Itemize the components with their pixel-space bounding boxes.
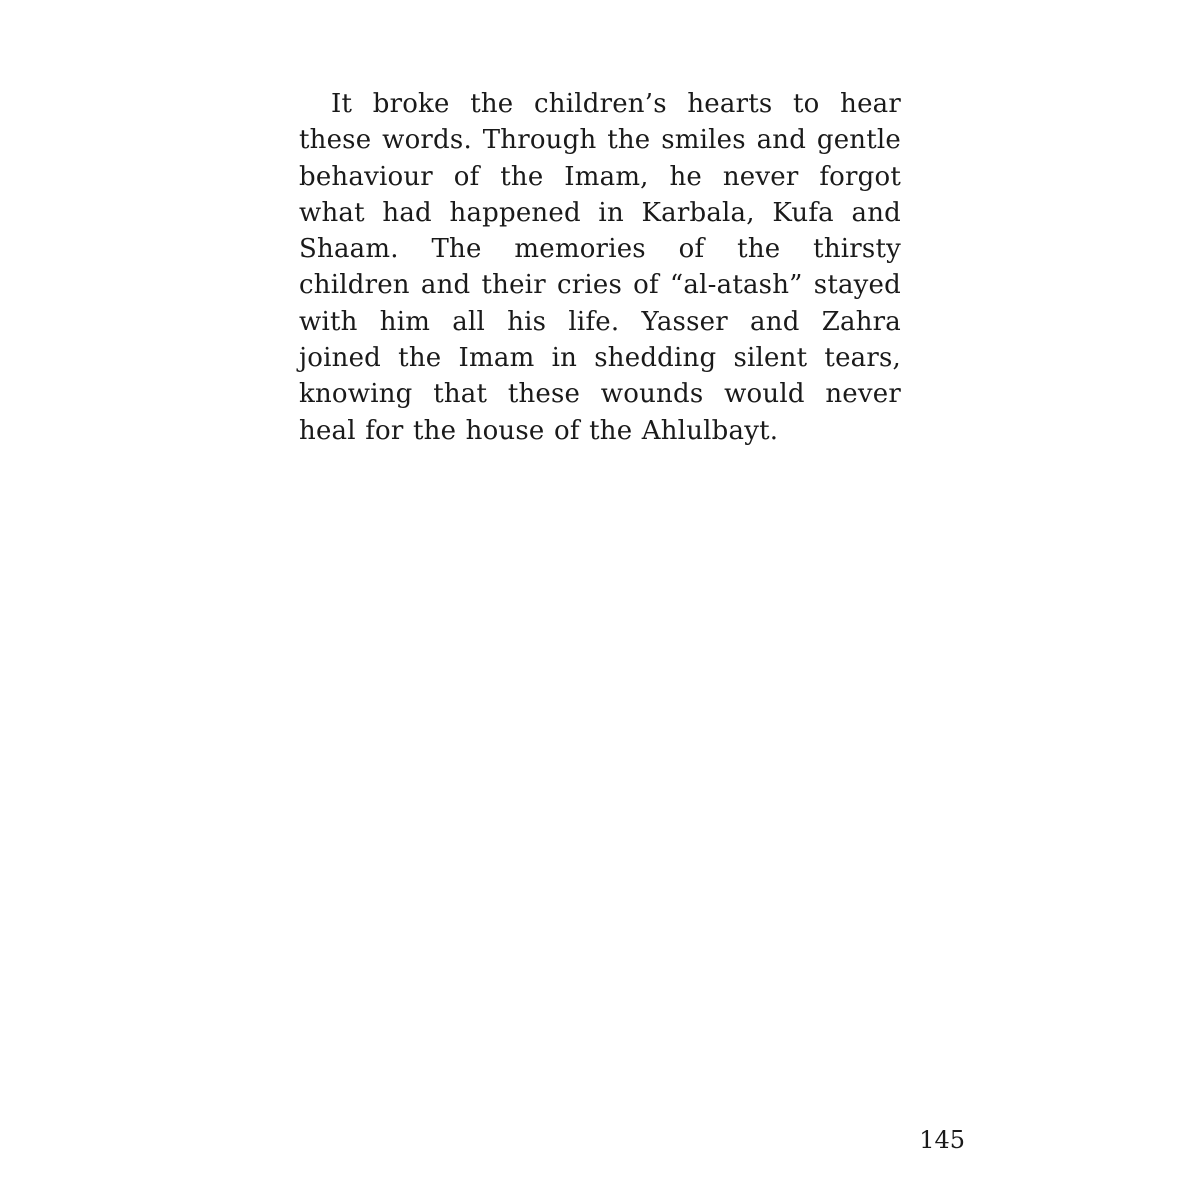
body-paragraph: It broke the children’s hearts to hear these words. Through the smiles and gentle behaviour of the Imam, he never forgot what had happened in Karbala, Kufa and Shaam. The memories of the thirsty children and their cries of “al-atash” stayed with him all his life. Yasser and Zahra joined the Imam in shedding silent tears, knowing that these wounds would never heal for the house of the Ahlulbayt. [299, 89, 901, 446]
page-number: 145 [919, 1126, 965, 1154]
